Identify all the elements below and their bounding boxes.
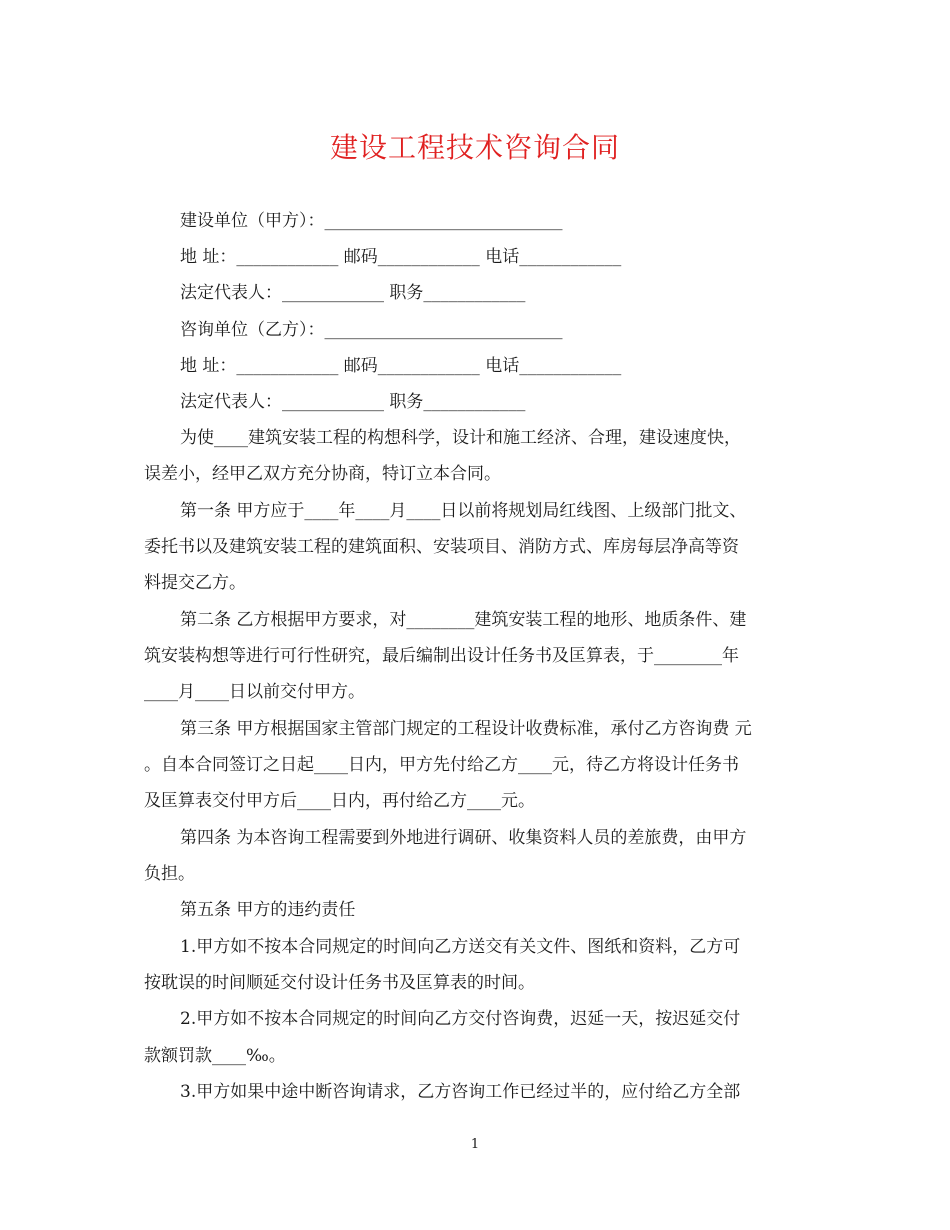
party-a-address-line: 地 址：____________ 邮码____________ 电话____________ [180, 247, 622, 267]
article-4-line-2: 负担。 [144, 864, 195, 884]
article-2-line-3: ____月____日以前交付甲方。 [144, 682, 365, 702]
article-1-line-1: 第一条 甲方应于____年____月____日以前将规划局红线图、上级部门批文、 [180, 501, 747, 521]
preamble-line-1: 为使____建筑安装工程的构想科学，设计和施工经济、合理，建设速度快， [180, 428, 741, 448]
party-b-name-line: 咨询单位（乙方）：____________________________ [180, 320, 563, 340]
party-b-representative-line: 法定代表人：____________ 职务____________ [180, 392, 526, 412]
article-3-line-2: 。自本合同签订之日起____日内，甲方先付给乙方____元，待乙方将设计任务书 [144, 755, 739, 775]
article-5-item-3-line-1: 3.甲方如果中途中断咨询请求，乙方咨询工作已经过半的，应付给乙方全部 [180, 1082, 741, 1102]
article-2-line-1: 第二条 乙方根据甲方要求，对________建筑安装工程的地形、地质条件、建 [180, 610, 747, 630]
article-2-line-2: 筑安装构想等进行可行性研究，最后编制出设计任务书及匡算表，于________年 [144, 646, 739, 666]
article-1-line-3: 料提交乙方。 [144, 573, 246, 593]
preamble-line-2: 误差小，经甲乙双方充分协商，特订立本合同。 [144, 464, 501, 484]
article-5-item-1-line-1: 1.甲方如不按本合同规定的时间向乙方送交有关文件、图纸和资料，乙方可 [180, 937, 741, 957]
article-5-item-2-line-1: 2.甲方如不按本合同规定的时间向乙方交付咨询费，迟延一天，按迟延交付 [180, 1009, 741, 1029]
party-a-representative-line: 法定代表人：____________ 职务____________ [180, 283, 526, 303]
article-5-heading: 第五条 甲方的违约责任 [180, 900, 356, 920]
article-1-line-2: 委托书以及建筑安装工程的建筑面积、安装项目、消防方式、库房每层净高等资 [144, 537, 739, 557]
article-4-line-1: 第四条 为本咨询工程需要到外地进行调研、收集资料人员的差旅费，由甲方 [180, 828, 747, 848]
document-title: 建设工程技术咨询合同 [329, 131, 620, 164]
article-3-line-3: 及匡算表交付甲方后____日内，再付给乙方____元。 [144, 791, 535, 811]
article-3-line-1: 第三条 甲方根据国家主管部门规定的工程设计收费标准，承付乙方咨询费 元 [180, 719, 752, 739]
article-5-item-2-line-2: 款额罚款____‰。 [144, 1046, 286, 1066]
page-number: 1 [470, 1137, 480, 1152]
article-5-item-1-line-2: 按耽误的时间顺延交付设计任务书及匡算表的时间。 [144, 973, 535, 993]
party-b-address-line: 地 址：____________ 邮码____________ 电话____________ [180, 356, 622, 376]
party-a-name-line: 建设单位（甲方）：____________________________ [180, 211, 563, 231]
